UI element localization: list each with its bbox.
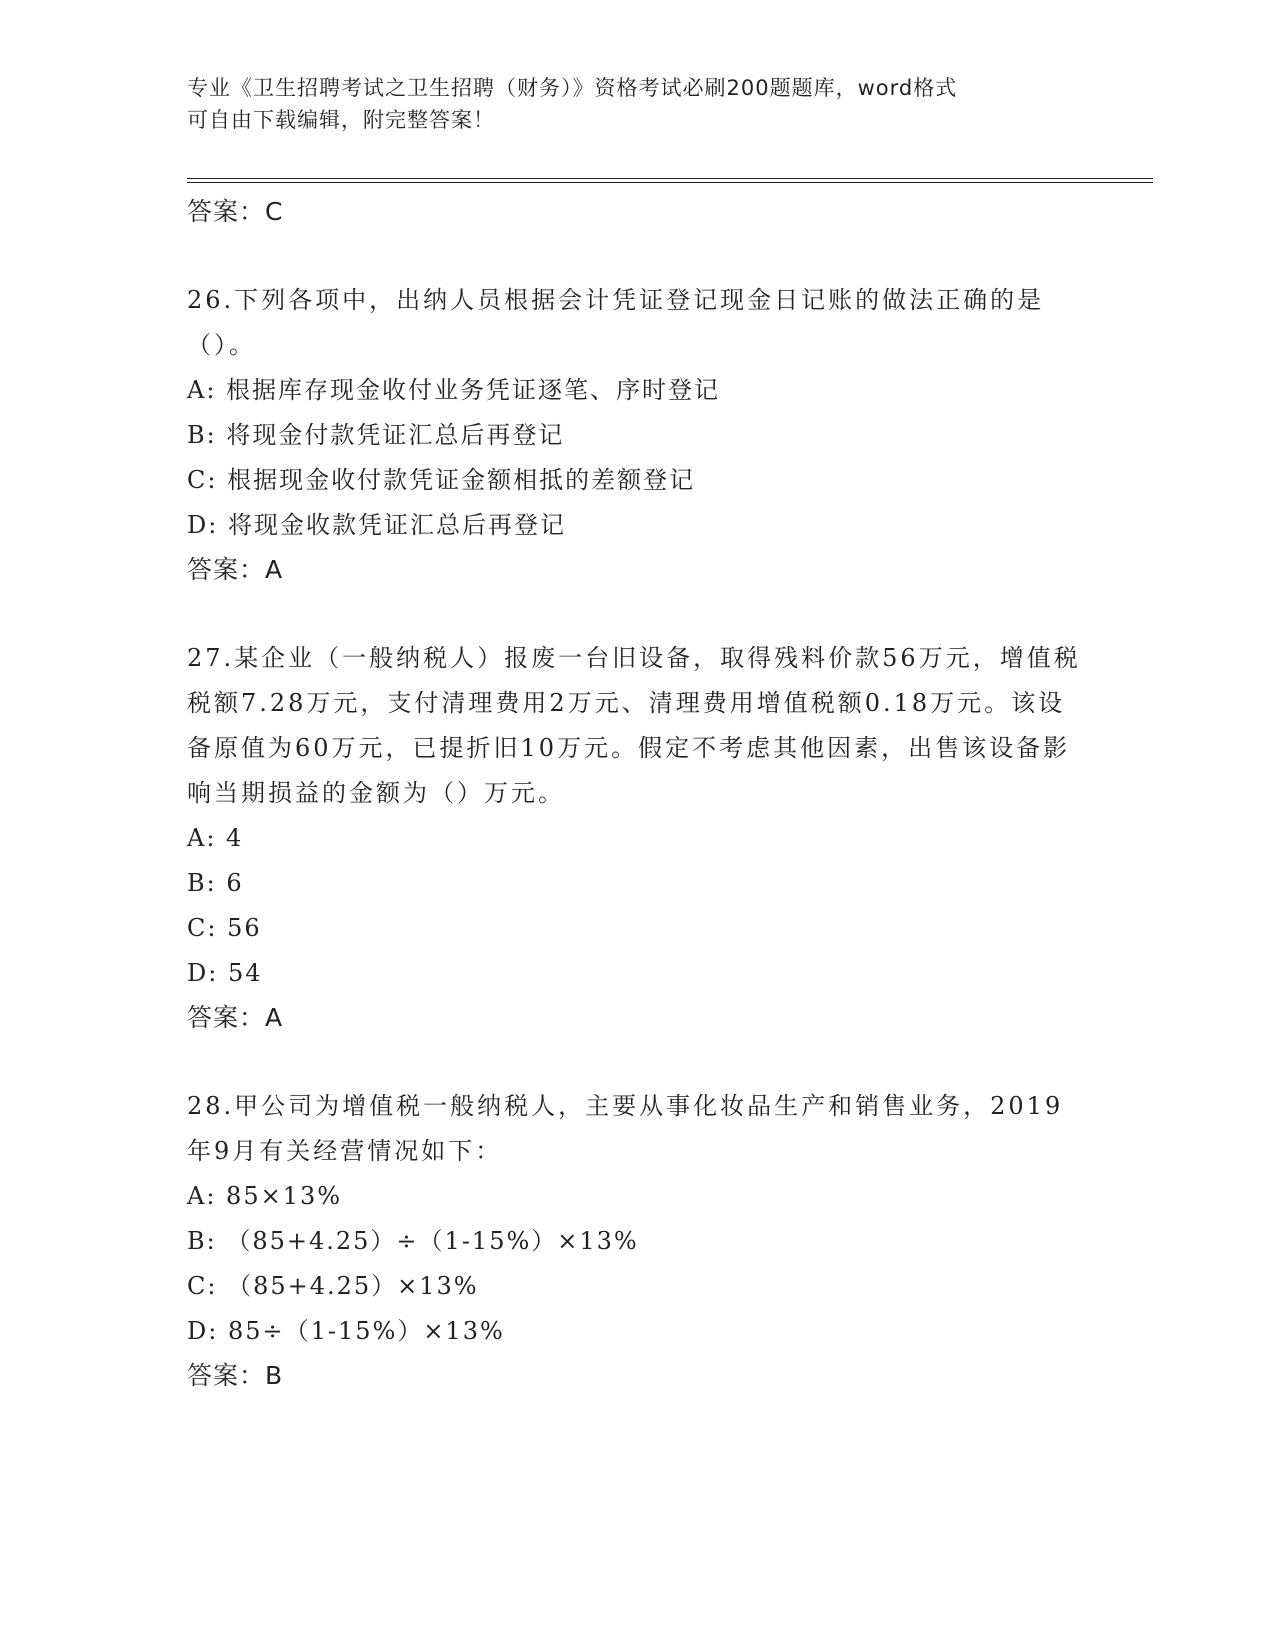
option-a: A: 根据库存现金收付业务凭证逐笔、序时登记 bbox=[187, 376, 721, 404]
spacer bbox=[187, 1040, 1087, 1084]
previous-answer: 答案：C bbox=[187, 197, 284, 226]
option-a: A: 4 bbox=[187, 824, 244, 852]
question-26 bbox=[187, 278, 1087, 592]
header-line-1: 专业《卫生招聘考试之卫生招聘（财务）》资格考试必刷200题题库，word格式 bbox=[187, 76, 958, 100]
option-d: D: 85÷（1-15%）×13% bbox=[187, 1317, 505, 1345]
header-divider-top bbox=[187, 178, 1153, 179]
option-b: B: （85+4.25）÷（1-15%）×13% bbox=[187, 1227, 639, 1255]
question-text: 28.甲公司为增值税一般纳税人，主要从事化妆品生产和销售业务，2019年9月有关经营情况如下： bbox=[187, 1092, 1064, 1165]
question-text: 26.下列各项中，出纳人员根据会计凭证登记现金日记账的做法正确的是（）。 bbox=[187, 286, 1045, 359]
option-a: A: 85×13% bbox=[187, 1182, 343, 1210]
question-27 bbox=[187, 636, 1087, 1040]
option-c: C: 根据现金收付款凭证金额相抵的差额登记 bbox=[187, 466, 696, 494]
question-28 bbox=[187, 1084, 1087, 1398]
question-text: 27.某企业（一般纳税人）报废一台旧设备，取得残料价款56万元，增值税税额7.28万元，支付清理费用2万元、清理费用增值税额0.18万元。该设备原值为60万元，已提折旧10万元。假定不考虑其他因素，出售该设备影响当期损益的金额为（）万元。 bbox=[187, 644, 1081, 807]
option-d: D: 将现金收款凭证汇总后再登记 bbox=[187, 511, 566, 539]
spacer bbox=[187, 234, 1087, 278]
question-list bbox=[187, 190, 1087, 1398]
option-d: D: 54 bbox=[187, 959, 263, 987]
option-c: C: 56 bbox=[187, 914, 262, 942]
question-answer: 答案：A bbox=[187, 555, 284, 584]
header-divider-bottom bbox=[187, 182, 1153, 183]
option-b: B: 将现金付款凭证汇总后再登记 bbox=[187, 421, 565, 449]
question-answer: 答案：A bbox=[187, 1003, 284, 1032]
header-line-2: 可自由下载编辑，附完整答案！ bbox=[187, 108, 495, 132]
option-b: B: 6 bbox=[187, 869, 244, 897]
question-answer: 答案：B bbox=[187, 1361, 284, 1390]
spacer bbox=[187, 592, 1087, 636]
option-c: C: （85+4.25）×13% bbox=[187, 1272, 479, 1300]
document-header bbox=[187, 72, 1087, 136]
